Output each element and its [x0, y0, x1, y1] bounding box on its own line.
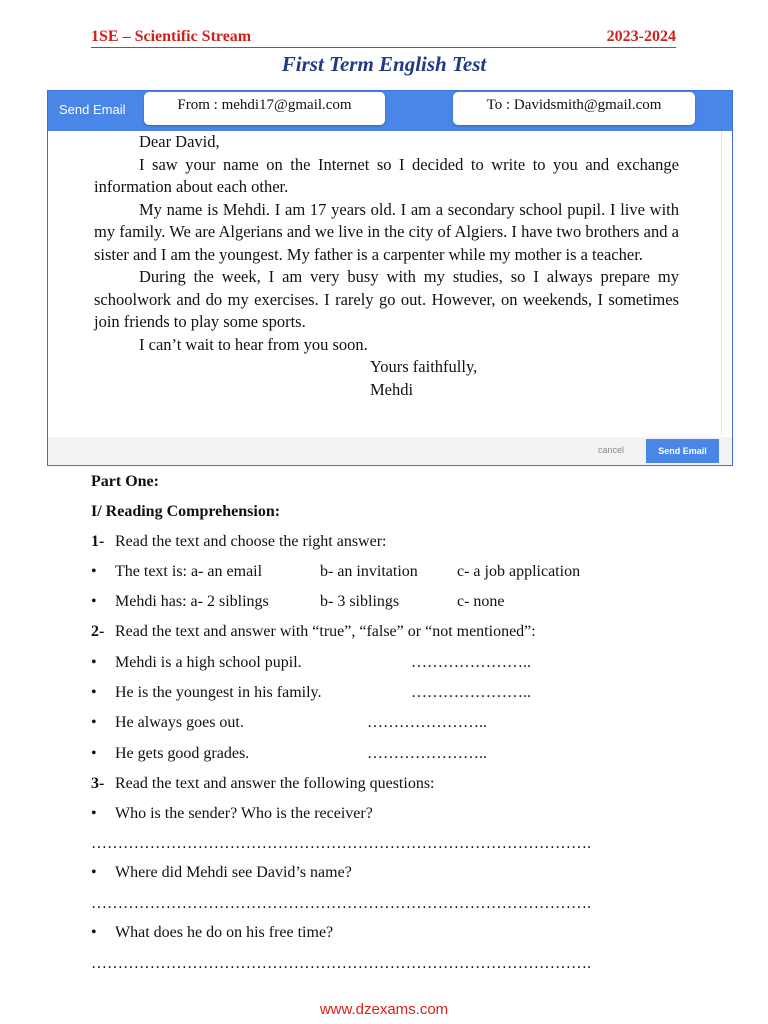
bullet-icon: • [91, 563, 97, 580]
school-year: 2023-2024 [606, 28, 676, 45]
stream-label: 1SE – Scientific Stream [91, 28, 252, 45]
to-field[interactable]: To : Davidsmith@gmail.com [453, 92, 695, 125]
email-footer [48, 437, 732, 465]
letter-paragraph: I can’t wait to hear from you soon. [139, 334, 368, 354]
bullet-icon: • [91, 654, 97, 671]
document-header [91, 28, 676, 48]
statement: Mehdi is a high school pupil. [115, 654, 302, 671]
bullet-icon: • [91, 745, 97, 762]
choice-c: c- a job application [457, 563, 581, 580]
question-instruction: Read the text and answer with “true”, “false” or “not mentioned”: [115, 623, 536, 640]
answer-blank[interactable]: ………………….. [411, 654, 531, 671]
choice-stem: Mehdi has: a- 2 siblings [115, 593, 269, 610]
answer-blank[interactable]: ………………….. [411, 684, 531, 701]
list-item [91, 654, 681, 674]
letter-paragraph: I saw your name on the Internet so I decided to write to you and exchange information about each other. [94, 154, 679, 196]
list-item [91, 563, 681, 583]
statement: He always goes out. [115, 714, 244, 731]
question-number: 3- [91, 775, 105, 792]
statement: He is the youngest in his family. [115, 684, 322, 701]
question-instruction: Read the text and answer the following questions: [115, 775, 435, 792]
list-item [91, 924, 681, 944]
letter-greeting: Dear David, [139, 132, 220, 151]
list-item [91, 714, 681, 734]
list-item [91, 805, 681, 825]
answer-line[interactable]: …………………………………………………………………………………. [91, 835, 591, 852]
list-item [91, 684, 681, 704]
open-question: Who is the sender? Who is the receiver? [115, 805, 373, 822]
test-title: First Term English Test [281, 52, 487, 76]
bullet-icon: • [91, 805, 97, 822]
letter-closing: Yours faithfully, [370, 357, 478, 376]
answer-blank[interactable]: ………………….. [367, 714, 487, 731]
bullet-icon: • [91, 684, 97, 701]
website-link[interactable]: www.dzexams.com [319, 1001, 449, 1018]
letter-text [94, 131, 679, 401]
from-field[interactable]: From : mehdi17@gmail.com [144, 92, 385, 125]
cancel-button[interactable]: cancel [598, 445, 625, 455]
question-number: 2- [91, 623, 105, 640]
choice-b: b- 3 siblings [320, 593, 400, 610]
bullet-icon: • [91, 864, 97, 881]
list-item [91, 593, 681, 613]
question-number: 1- [91, 533, 105, 550]
bullet-icon: • [91, 593, 97, 610]
open-question: What does he do on his free time? [115, 924, 334, 941]
send-email-title: Send Email [59, 102, 126, 117]
letter-paragraph: My name is Mehdi. I am 17 years old. I am a secondary school pupil. I live with my family. We are Algerians and we live in the city of Algiers. I have two brothers and a sister and I am the youngest. My father is a carpenter while my mother is a teacher. [94, 199, 679, 264]
list-item [91, 745, 681, 765]
bullet-icon: • [91, 924, 97, 941]
open-question: Where did Mehdi see David’s name? [115, 864, 352, 881]
choice-c: c- none [457, 593, 505, 610]
email-composer [47, 90, 733, 466]
section-heading: I/ Reading Comprehension: [91, 503, 281, 520]
answer-blank[interactable]: ………………….. [367, 745, 487, 762]
letter-paragraph: During the week, I am very busy with my studies, so I always prepare my schoolwork and do my exercises. I rarely go out. However, on weekends, I sometimes join friends to play some sports. [94, 267, 679, 331]
bullet-icon: • [91, 714, 97, 731]
question-instruction: Read the text and choose the right answer: [115, 533, 387, 550]
question-1 [91, 533, 387, 551]
choice-b: b- an invitation [320, 563, 418, 580]
email-topbar [48, 91, 732, 131]
email-body[interactable] [50, 131, 722, 435]
letter-signature: Mehdi [370, 379, 414, 399]
list-item [91, 864, 681, 884]
part-heading: Part One: [91, 473, 159, 490]
send-email-button[interactable]: Send Email [646, 439, 719, 463]
statement: He gets good grades. [115, 745, 250, 762]
question-2 [91, 623, 536, 641]
question-3 [91, 775, 435, 793]
answer-line[interactable]: …………………………………………………………………………………. [91, 895, 591, 912]
answer-line[interactable]: …………………………………………………………………………………. [91, 955, 591, 972]
choice-stem: The text is: a- an email [115, 563, 263, 580]
